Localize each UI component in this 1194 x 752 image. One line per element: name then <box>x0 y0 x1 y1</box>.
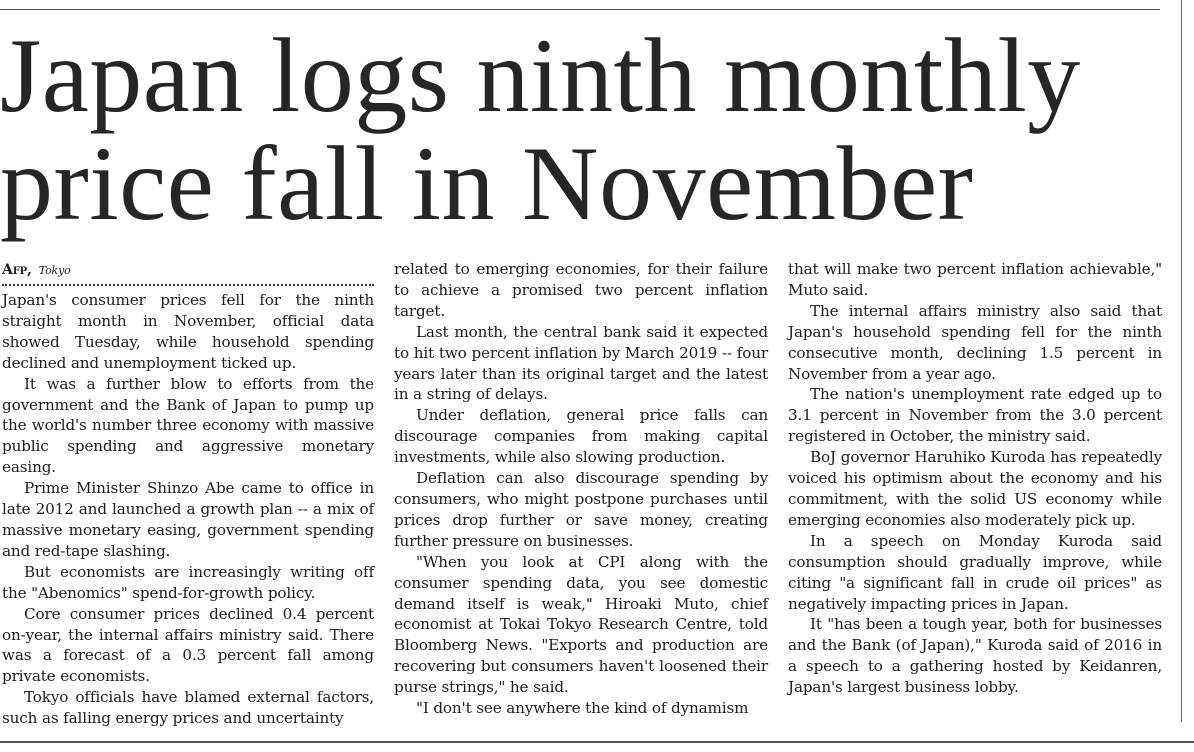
paragraph: BoJ governor Haruhiko Kuroda has repeatedly voiced his optimism about the economy and his commitment, with the solid US economy while emerging economies also moderately pick up. <box>788 448 1162 529</box>
paragraph: Last month, the central bank said it expected to hit two percent inflation by March 2019 -- four years later than its original target and the latest in a string of delays. <box>394 322 768 404</box>
byline-city: Tokyo <box>38 264 71 277</box>
paragraph: related to emerging economies, for their failure to achieve a promised two percent inflation target. <box>394 260 768 320</box>
byline-dotted-divider <box>2 284 374 286</box>
right-column-rule <box>1181 0 1182 722</box>
paragraph: In a speech on Monday Kuroda said consumption should gradually improve, while citing "a significant fall in crude oil prices" as negatively impacting prices in Japan. <box>788 531 1162 613</box>
paragraph: Prime Minister Shinzo Abe came to office in late 2012 and launched a growth plan -- a mix of massive monetary easing, government spending and red-tape slashing. <box>2 479 374 560</box>
article-column-1 <box>2 259 374 729</box>
headline-line-1: Japan logs ninth monthly <box>0 17 1081 134</box>
paragraph: Japan's consumer prices fell for the ninth straight month in November, official data showed Tuesday, while household spending declined and unemployment ticked up. <box>2 291 374 372</box>
byline <box>2 259 374 281</box>
paragraph: "I don't see anywhere the kind of dynamism <box>416 699 749 718</box>
top-rule <box>0 9 1160 10</box>
bottom-rule <box>0 741 1194 743</box>
paragraph: The internal affairs ministry also said that Japan's household spending fell for the ninth consecutive month, declining 1.5 percent in November from a year ago. <box>788 301 1162 383</box>
paragraph: It "has been a tough year, both for businesses and the Bank (of Japan)," Kuroda said of 2016 in a speech to a gathering hosted by Keidanren, Japan's largest business lobby. <box>788 615 1162 697</box>
byline-agency: Afp, <box>2 262 32 278</box>
paragraph: But economists are increasingly writing off the "Abenomics" spend-for-growth policy. <box>2 562 374 602</box>
paragraph: It was a further blow to efforts from the government and the Bank of Japan to pump up the world's number three economy with massive public spending and aggressive monetary easing. <box>2 374 374 477</box>
headline-line-2: price fall in November <box>0 125 974 242</box>
paragraph: "When you look at CPI along with the consumer spending data, you see domestic demand itself is weak," Hiroaki Muto, chief economist at Tokai Tokyo Research Centre, told Bloomberg News. "Exports and production are recovering but consumers haven't loosened their purse strings," he said. <box>394 552 768 697</box>
paragraph: Core consumer prices declined 0.4 percent on-year, the internal affairs ministry said. There was a forecast of a 0.3 percent fall among private economists. <box>2 604 374 686</box>
paragraph: Deflation can also discourage spending by consumers, who might postpone purchases until prices drop further or save money, creating further pressure on businesses. <box>394 469 768 550</box>
article-column-2 <box>394 259 768 719</box>
headline <box>0 17 1180 242</box>
paragraph: The nation's unemployment rate edged up to 3.1 percent in November from the 3.0 percent registered in October, the ministry said. <box>788 385 1162 446</box>
paragraph: that will make two percent inflation achievable," Muto said. <box>788 260 1162 299</box>
paragraph: Tokyo officials have blamed external factors, such as falling energy prices and uncertainty <box>2 688 374 728</box>
paragraph: Under deflation, general price falls can discourage companies from making capital investments, while also slowing production. <box>394 406 768 467</box>
article-column-3 <box>788 259 1162 698</box>
